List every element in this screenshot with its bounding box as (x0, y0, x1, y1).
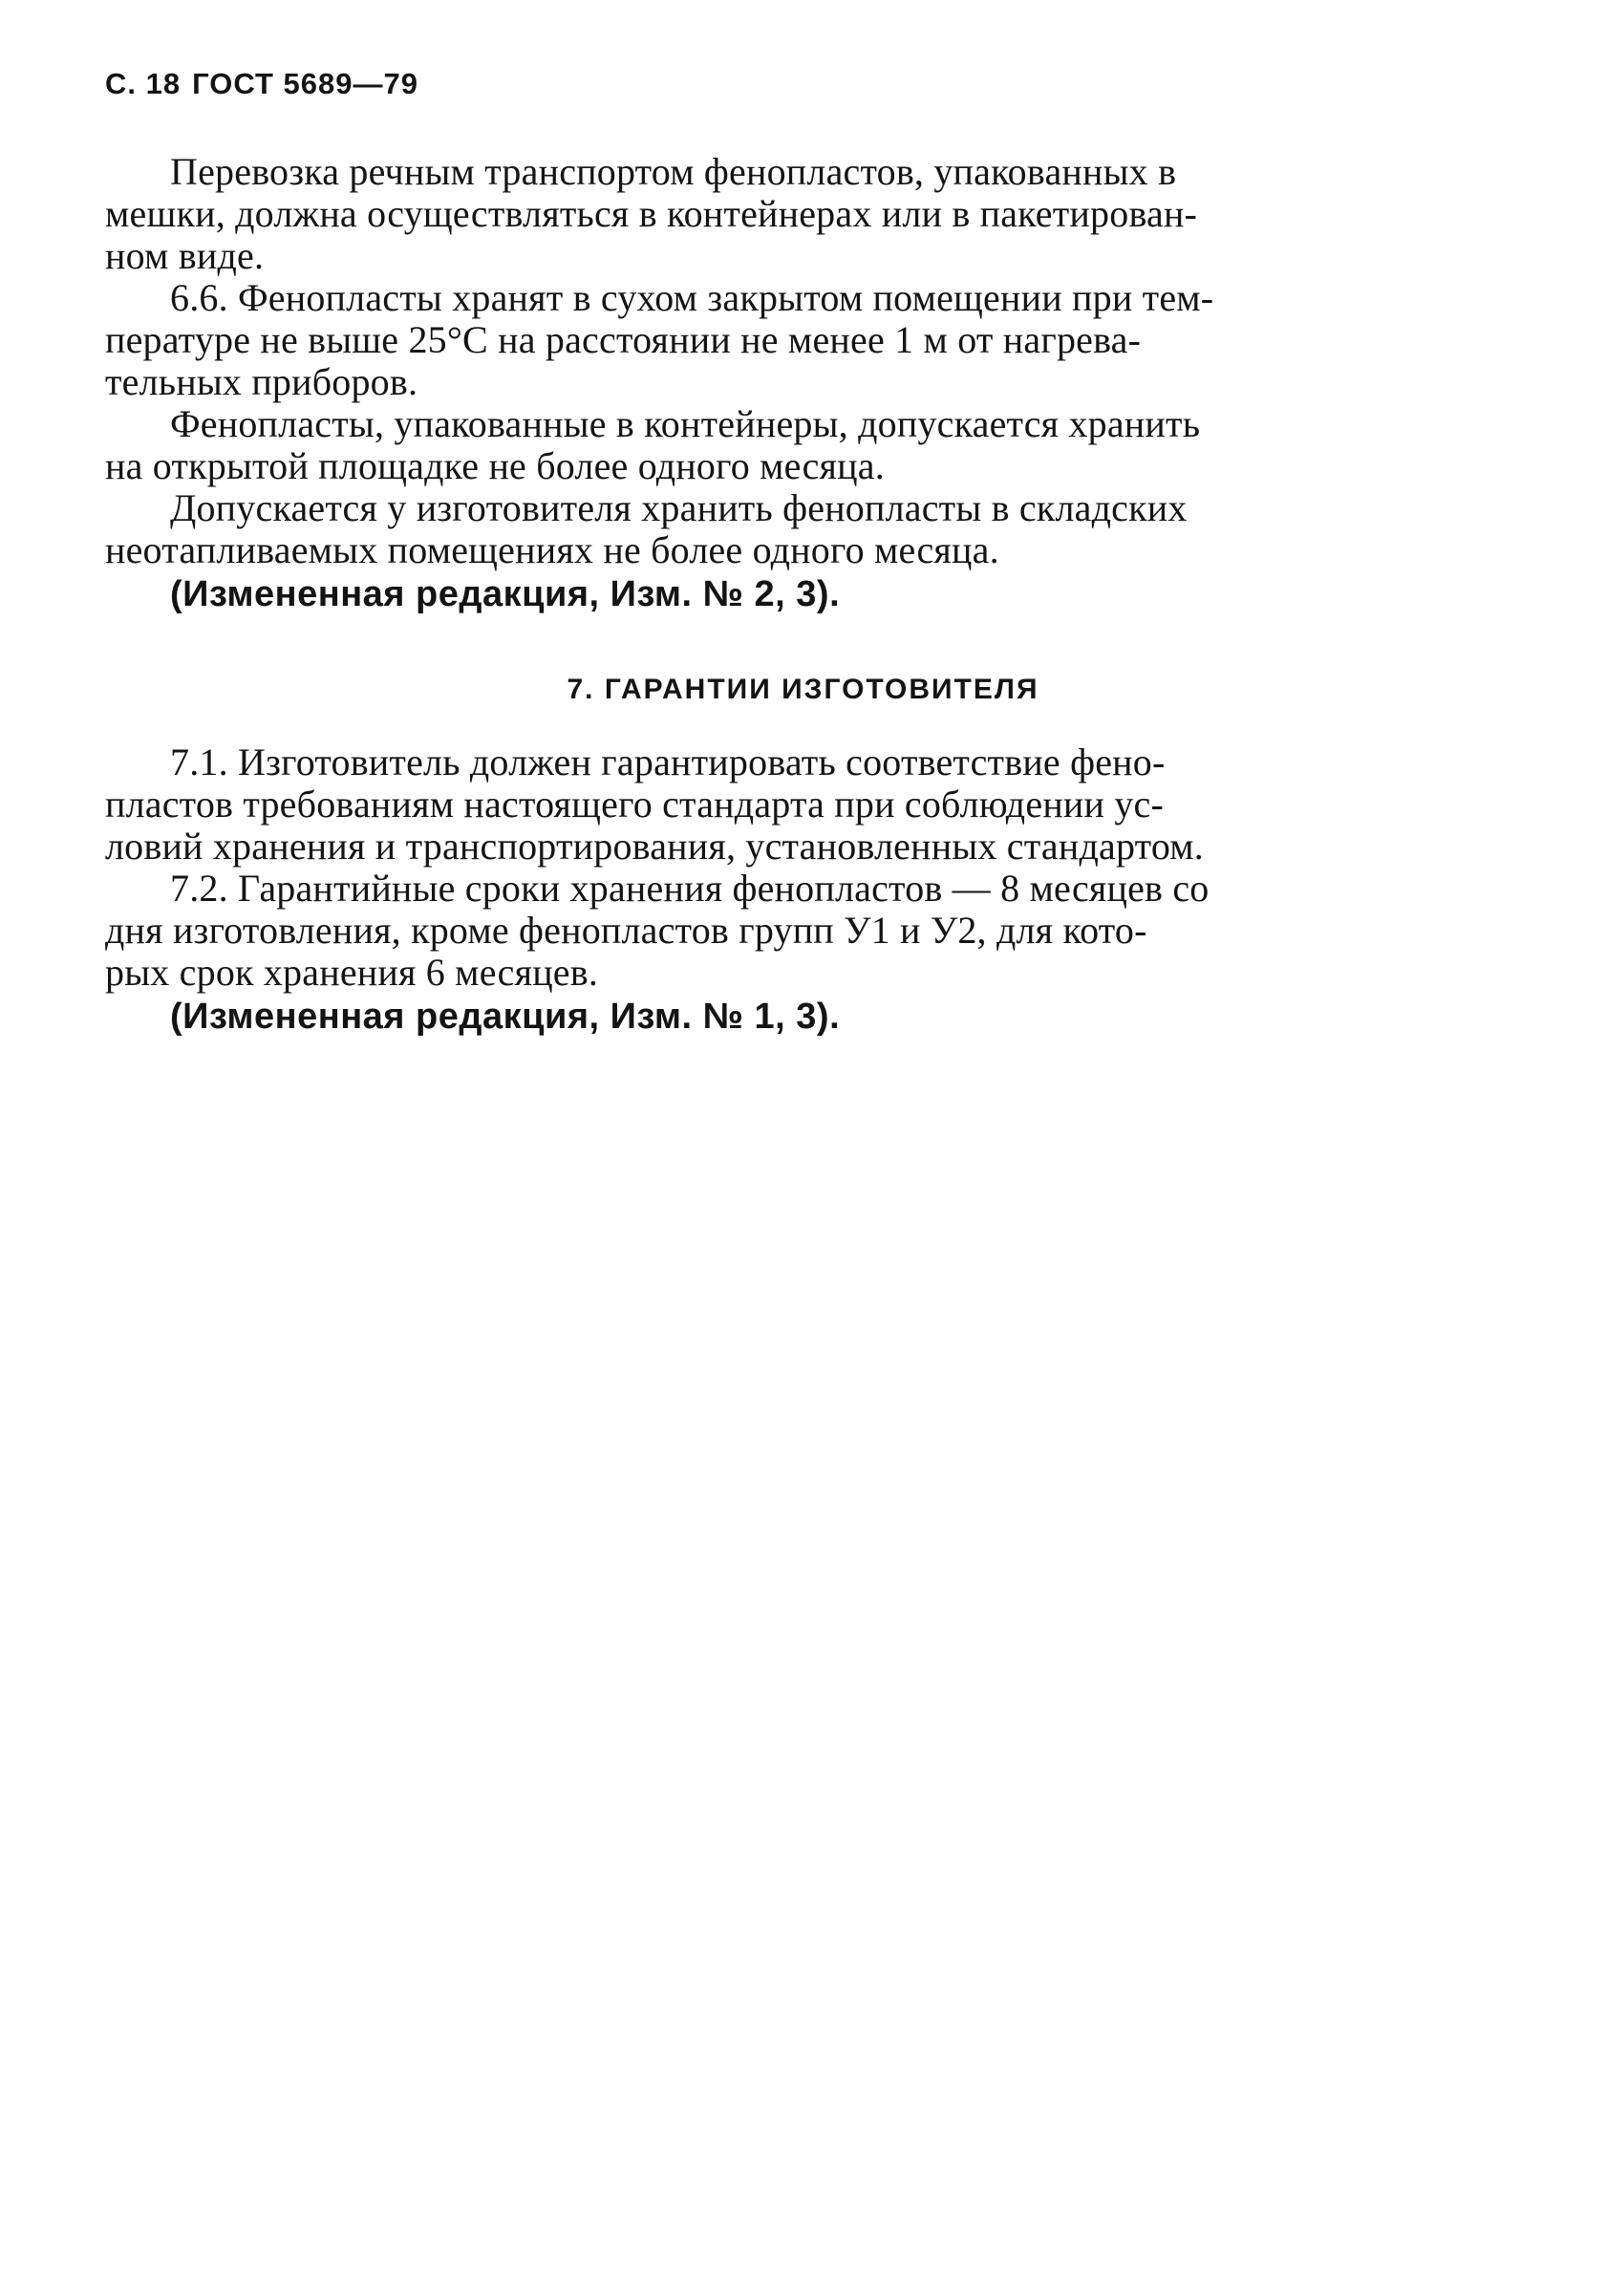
amendment-note: (Измененная редакция, Изм. № 2, 3). (170, 574, 841, 614)
text-line: ном виде. (105, 234, 265, 277)
text-line: рых срок хранения 6 месяцев. (105, 951, 599, 994)
text-line: мешки, должна осуществляться в контейнерах или в пакетирован- (105, 192, 1198, 235)
text-line (170, 151, 1431, 193)
text-line: ловий хранения и транспортирования, установленных стандартом. (105, 825, 1204, 868)
amendment-note: (Измененная редакция, Изм. № 1, 3). (170, 997, 841, 1037)
text-line: Допускается у изготовителя хранить фенопласты в складских (170, 486, 1188, 529)
paragraph-6-6: 6.6. Фенопласты хранят в сухом закрытом помещении при тем- (170, 276, 1214, 319)
page-number: С. 18 (105, 67, 182, 100)
text-span: Перевозка речным транспортом фенопластов, упакованных в (170, 150, 1177, 193)
standard-code: ГОСТ 5689—79 (192, 67, 418, 100)
text-line: неотапливаемых помещениях не более одного месяца. (105, 528, 999, 571)
paragraph-7-2: 7.2. Гарантийные сроки хранения фенопластов — 8 месяцев со (170, 867, 1210, 910)
text-line: Фенопласты, упакованные в контейнеры, допускается хранить (170, 402, 1201, 445)
page-header (105, 67, 418, 101)
text-line: на открытой площадке не более одного месяца. (105, 444, 885, 487)
text-line: тельных приборов. (105, 360, 418, 403)
paragraph-7-1: 7.1. Изготовитель должен гарантировать соответствие фено- (170, 740, 1166, 783)
section-title: 7. ГАРАНТИИ ИЗГОТОВИТЕЛЯ (567, 674, 1039, 705)
text-line: пластов требованиям настоящего стандарта при соблюдении ус- (105, 783, 1165, 826)
text-line: пературе не выше 25°С на расстоянии не менее 1 м от нагрева- (105, 318, 1142, 361)
text-line: дня изготовления, кроме фенопластов групп У1 и У2, для кото- (105, 909, 1147, 952)
